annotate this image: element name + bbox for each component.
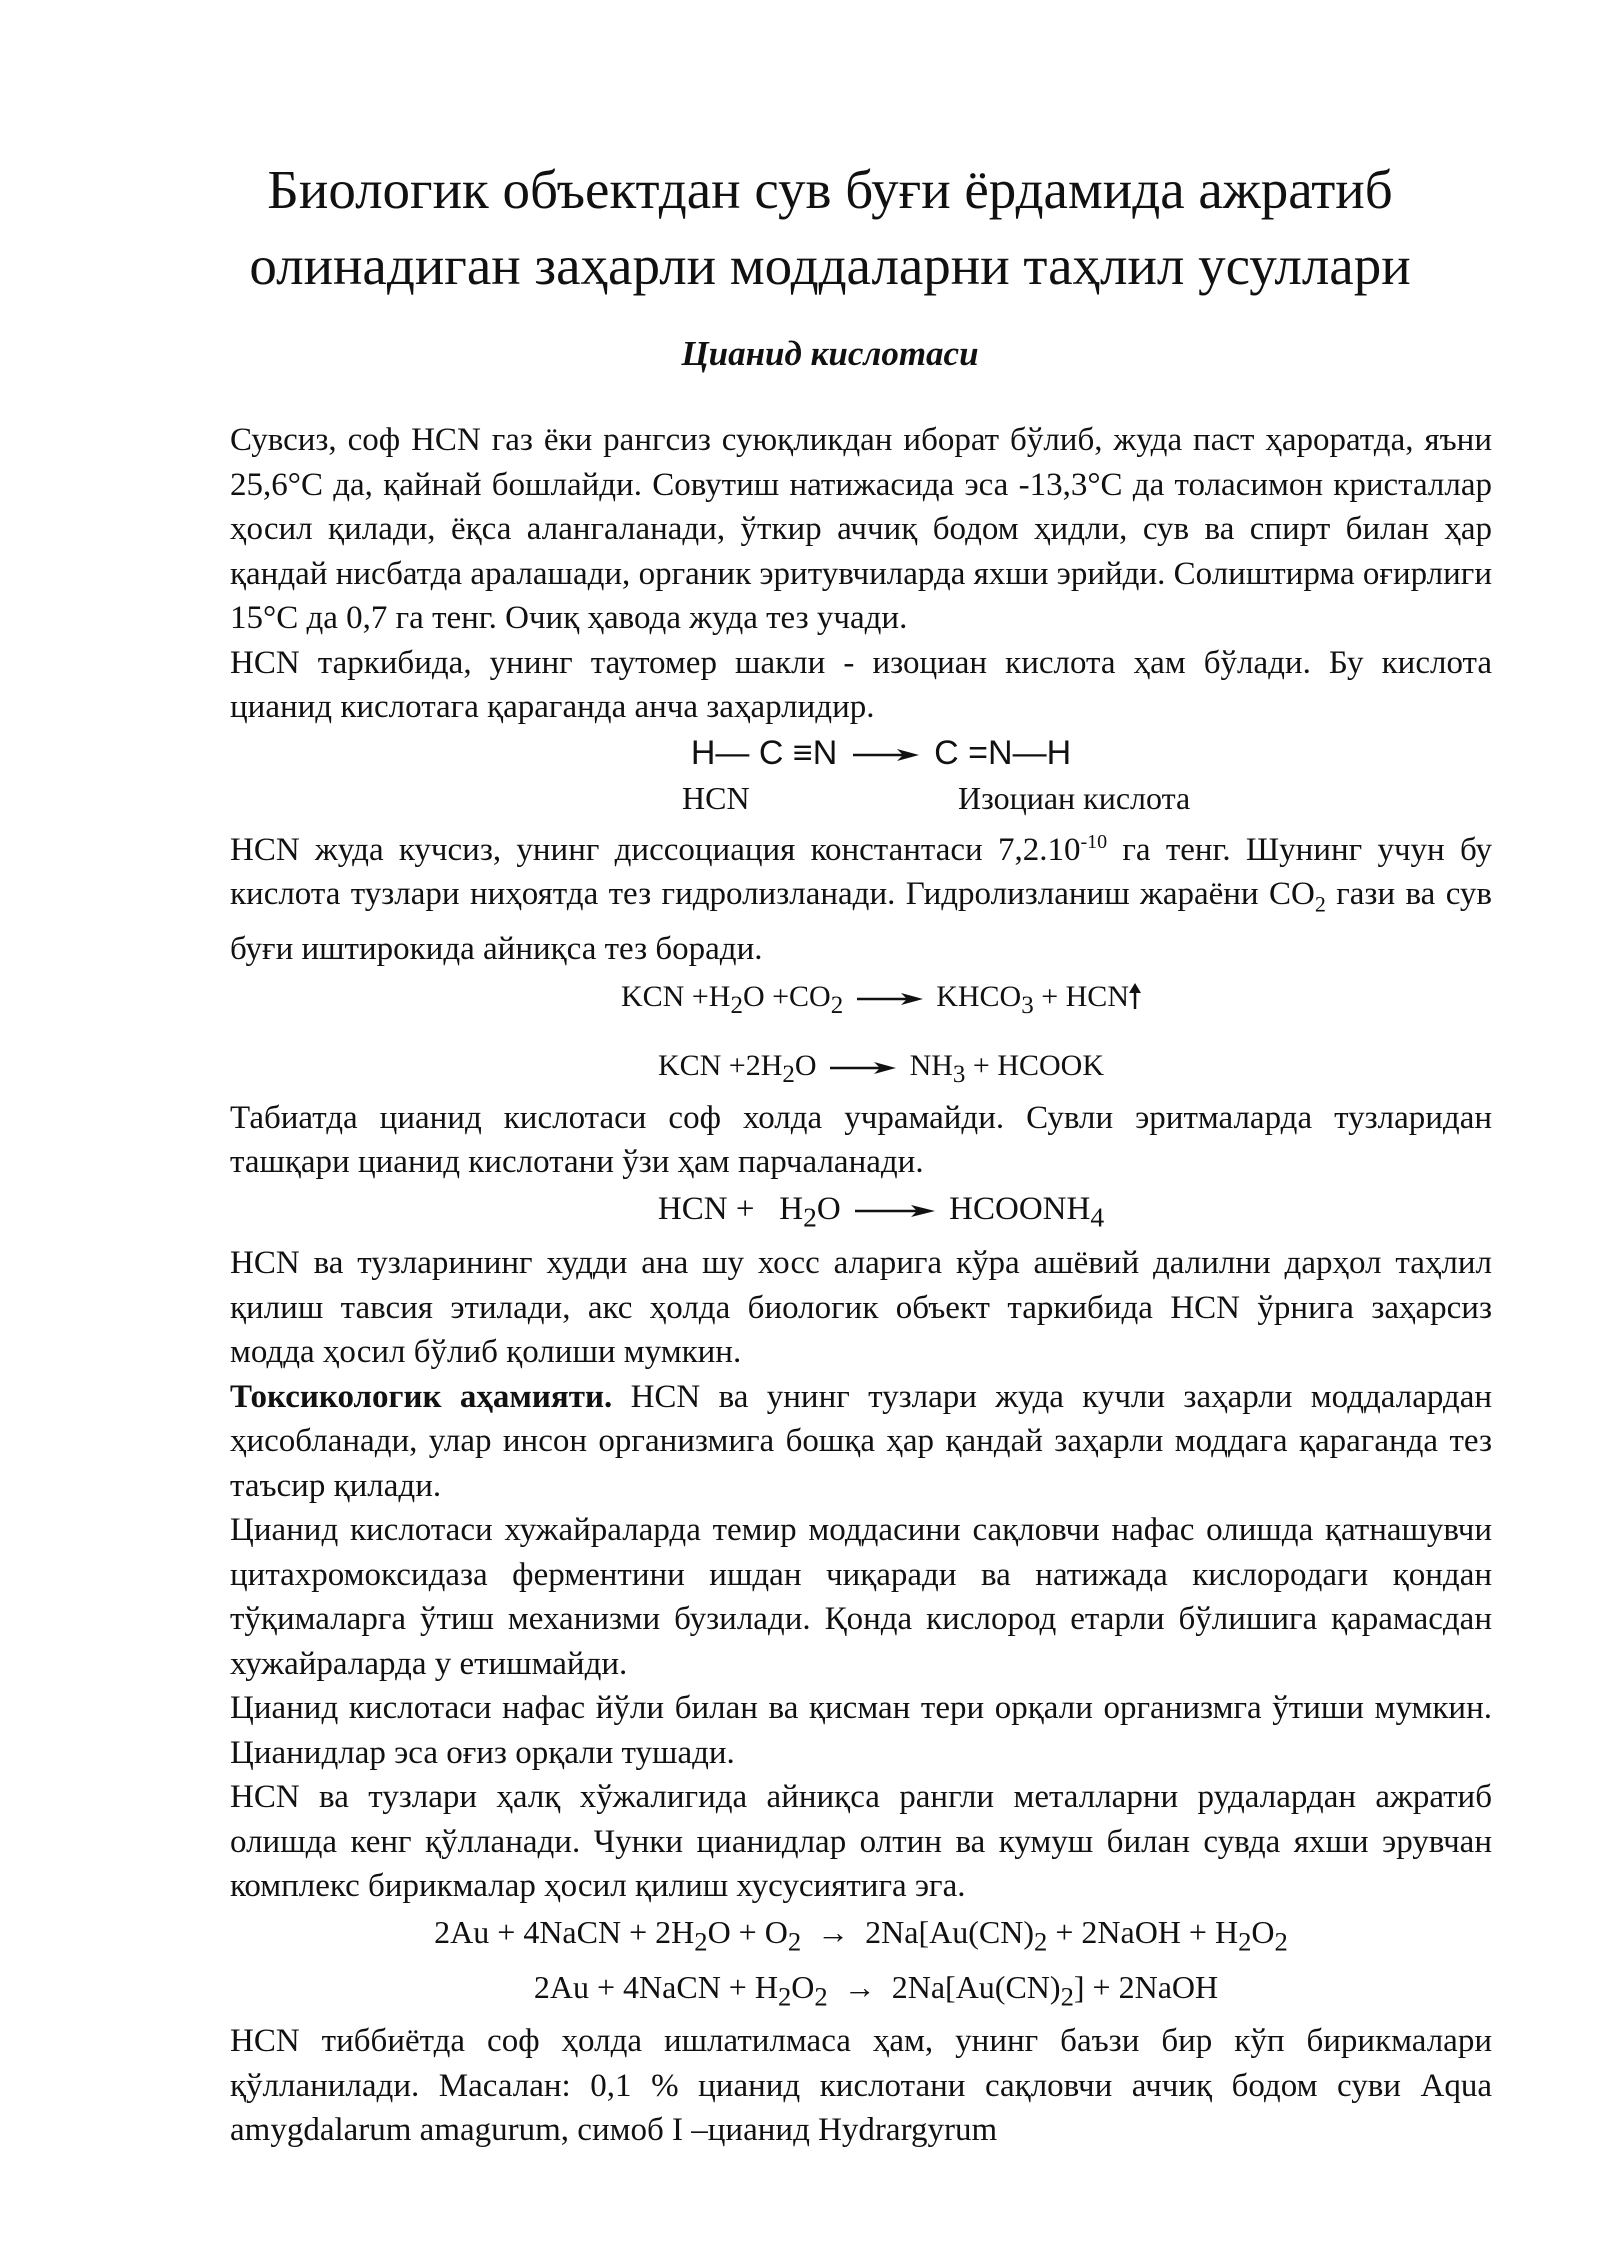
eq-fragment: + HCOOK [965, 1048, 1105, 1082]
eq-subscript: 2 [1060, 1981, 1074, 2012]
eq-subscript: 2 [814, 1981, 828, 2012]
superscript: -10 [1080, 830, 1108, 853]
paragraph-tautomer: HCN таркибида, унинг таутомер шакли - изоциан кислота ҳам бўлади. Бу кислота цианид кислотага қараганда анча заҳарлидир. [230, 644, 1492, 725]
equation-tautomer-right: C =N—H [934, 733, 1072, 772]
paragraph-properties: Сувсиз, соф HCN газ ёки рангсиз суюқликдан иборат бўлиб, жуда паст ҳароратда, яъни 25,6°С да, қайнай бошлайди. Совутиш натижасида эса -13,3°С да толасимон кристаллар ҳосил қилади, ёқса алангаланади, ўткир аччиқ бодом ҳидли, сув ва спирт билан ҳар қандай нисбатда аралашади, органик эритувчиларда яхши эрийди. Солиштирма оғирлиги 15°С да 0,7 га тенг. Очиқ ҳавода жуда тез учади. [230, 422, 1492, 636]
eq-fragment: O [1251, 1913, 1275, 1950]
equation-hydrolysis-1 [230, 976, 1492, 1027]
paragraph-mechanism: Цианид кислотаси хужайраларда темир моддасини сақловчи нафас олишда қатнашувчи цитахромоксидаза ферментини ишдан чиқаради ва натижада кислородаги қондан тўқималарга ўтиш механизми бузилади. Қонда кислород етарли бўлишига қарамасдан хужайраларда у етишмайди. [230, 1512, 1492, 1682]
reaction-arrow-icon [853, 748, 919, 762]
eq-subscript: 2 [730, 991, 743, 1019]
eq-subscript: 3 [1021, 991, 1034, 1019]
paragraph-nature: Табиатда цианид кислотаси соф холда учрамайди. Сувли эритмаларда тузларидан ташқари цианид кислотани ўзи ҳам парчаланади. [230, 1099, 1492, 1181]
eq-fragment: ] + 2NaOH [1073, 1969, 1219, 2006]
eq-subscript: 2 [694, 1926, 708, 1957]
eq-subscript: 3 [952, 1060, 966, 1088]
eq-fragment: O + O [707, 1913, 788, 1950]
text-fragment: га тенг. Шунинг учун бу кислота тузлари ниҳоятда тез гидролизланади. Гидролизланиш жараёни СО [230, 831, 1492, 912]
text-fragment: HCN жуда кучсиз, унинг диссоциация константаси 7,2.10 [230, 831, 1081, 868]
title-line-1: Биологик объектдан сув буғи ёрдамида ажратиб [267, 159, 1393, 220]
eq-subscript: 2 [1274, 1926, 1288, 1957]
label-hcn: HCN [682, 779, 750, 816]
page-title [160, 152, 1500, 304]
eq-fragment: 2Na[Au(CN) [865, 1913, 1034, 1950]
reaction-arrow-icon [857, 992, 923, 1006]
eq-fragment: H [779, 1190, 804, 1227]
subscript: 2 [1314, 891, 1326, 917]
equation-tautomer-left: H— C ≡N [690, 733, 838, 772]
eq-subscript: 4 [1090, 1201, 1105, 1233]
section-heading-toxicology: Токсикологик аҳамияти. [230, 1378, 613, 1415]
paragraph-toxicology [230, 1375, 1492, 1509]
section-subtitle: Цианид кислотаси [681, 334, 979, 373]
paragraph-routes: Цианид кислотаси нафас йўли билан ва қисман тери орқали организмга ўтиши мумкин. Цианидлар эса оғиз орқали тушади. [230, 1690, 1492, 1771]
eq-subscript: 2 [787, 1926, 802, 1957]
eq-fragment: O [794, 1048, 817, 1082]
title-line-2: олинадиган заҳарли моддаларни таҳлил усуллари [249, 235, 1411, 296]
label-isocyanic-acid: Изоциан кислота [958, 779, 1191, 816]
eq-fragment: 2Na[Au(CN) [891, 1969, 1061, 2006]
equation-tautomer [230, 730, 1492, 776]
equation-tautomer-labels [230, 776, 1492, 820]
paragraph-analysis: HCN ва тузларининг худди ана шу хосс аларига кўра ашёвий далилни дарҳол таҳлил қилиш тавсия этилади, акс ҳолда биологик объект таркибида HCN ўрнига заҳарсиз модда ҳосил бўлиб қолиши мумкин. [230, 1245, 1492, 1371]
equation-decomposition [230, 1185, 1492, 1242]
equation-gold-2 [230, 1964, 1492, 2019]
document-body [230, 418, 1492, 2153]
eq-fragment: KHCO [936, 979, 1022, 1013]
eq-fragment: 2Au + 4NaCN + H [533, 1969, 778, 2006]
text-fragment: HCN ва унинг тузлари жуда кучли заҳарли моддалардан ҳисобланади, улар инсон организмига бошқа ҳар қандай заҳарли моддага қараганда тез таъсир қилади. [230, 1378, 1493, 1504]
eq-fragment: KCN +2H [657, 1048, 783, 1082]
eq-fragment: O [791, 1969, 815, 2006]
eq-subscript: 2 [782, 1060, 795, 1088]
paragraph-dissociation [230, 820, 1492, 972]
equation-gold-1 [230, 1909, 1492, 1964]
eq-fragment: O [816, 1190, 841, 1227]
gas-evolution-arrow-icon [1129, 983, 1141, 1009]
equation-hydrolysis-2 [230, 1045, 1492, 1096]
reaction-arrow-icon: → [817, 1913, 850, 1950]
eq-fragment: HCN + [657, 1190, 763, 1227]
eq-subscript: 2 [830, 991, 844, 1019]
eq-subscript: 2 [803, 1201, 817, 1233]
eq-subscript: 2 [1238, 1926, 1252, 1957]
paragraph-medicine: HCN тиббиётда соф ҳолда ишлатилмаса ҳам, унинг баъзи бир кўп бирикмалари қўлланилади. Масалан: 0,1 % цианид кислотани сақловчи аччиқ бодом суви Aqua amygdalarum amagurum, симоб I –цианид Hydrargyrum [230, 2023, 1492, 2149]
paragraph-industry: HCN ва тузлари ҳалқ хўжалигида айниқса рангли металларни рудалардан ажратиб олишда кенг қўлланади. Чунки цианидлар олтин ва кумуш билан сувда яхши эрувчан комплекс бирикмалар ҳосил қилиш хусусиятига эга. [230, 1779, 1492, 1905]
eq-subscript: 2 [777, 1981, 792, 2012]
reaction-arrow-icon [855, 1204, 935, 1218]
eq-fragment: KCN +H [621, 979, 731, 1013]
eq-subscript: 2 [1034, 1926, 1048, 1957]
eq-fragment: NH [909, 1048, 953, 1082]
eq-fragment: + HCN [1033, 979, 1129, 1013]
reaction-arrow-icon [830, 1061, 896, 1075]
text-fragment: гази ва сув буғи иштирокида айниқса тез боради. [230, 876, 1492, 968]
eq-fragment: 2Au + 4NaCN + 2H [434, 1913, 695, 1950]
eq-fragment: HCOONH [949, 1190, 1091, 1227]
reaction-arrow-icon: → [843, 1969, 876, 2006]
eq-fragment: + 2NaOH + H [1047, 1913, 1239, 1950]
eq-fragment: O +CO [742, 979, 831, 1013]
